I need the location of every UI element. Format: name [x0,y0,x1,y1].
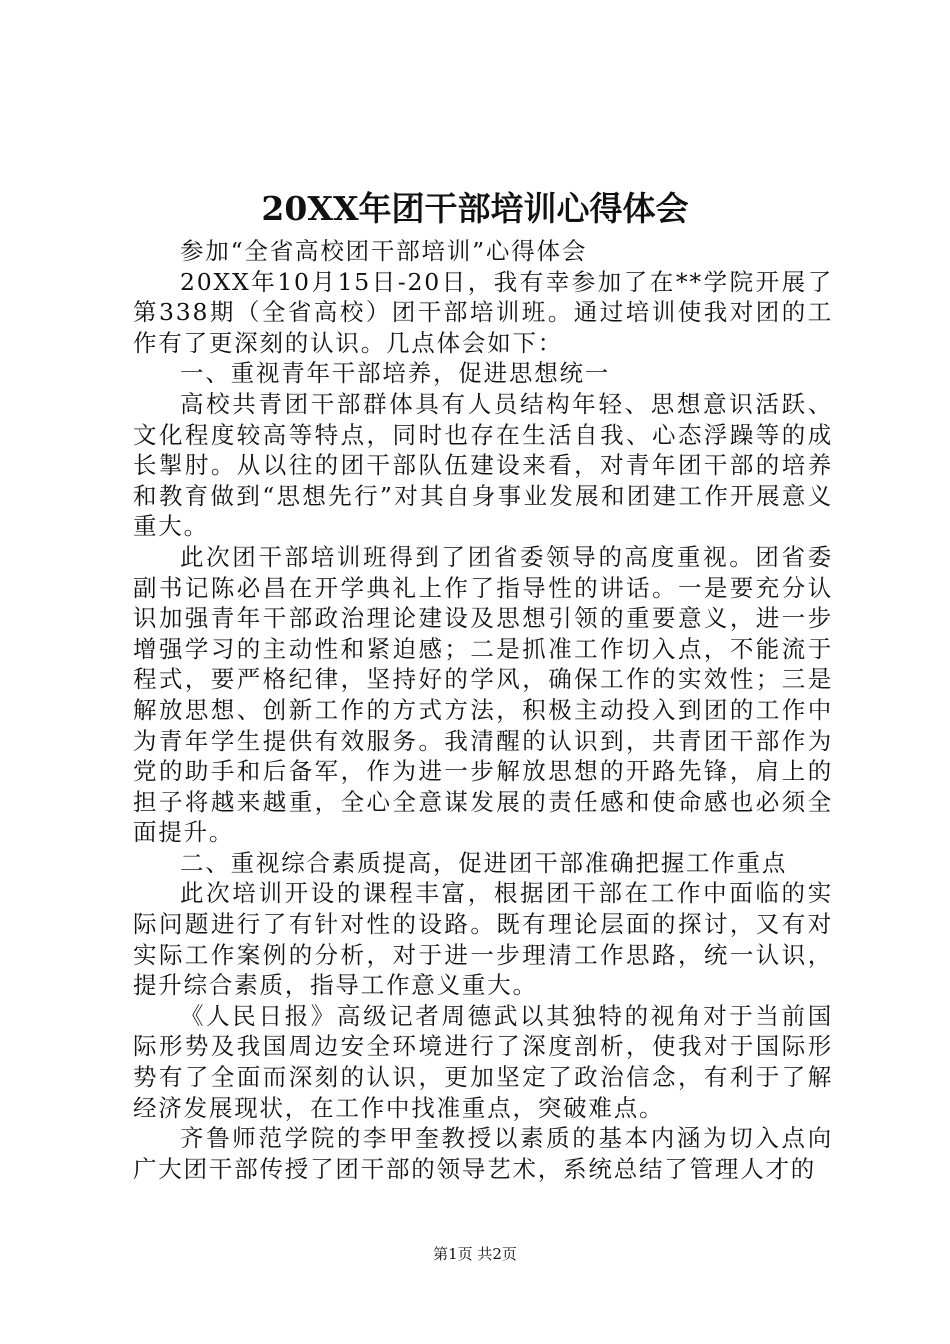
paragraph: 《人民日报》高级记者周德武以其独特的视角对于当前国际形势及我国周边安全环境进行了深度剖析，使我对于国际形势有了全面而深刻的认识，更加坚定了政治信念，有利于了解经济发展现状，在工作中找准重点，突破难点。 [133,1001,833,1122]
document-title: 20XX年团干部培训心得体会 [261,189,689,228]
document-body [133,236,833,1184]
page-number-footer: 第1页 共2页 [433,1245,517,1263]
paragraph-intro: 20XX年10月15日-20日，我有幸参加了在**学院开展了第338期（全省高校）团干部培训班。通过培训使我对团的工作有了更深刻的认识。几点体会如下： [133,267,833,357]
paragraph: 此次团干部培训班得到了团省委领导的高度重视。团省委副书记陈必昌在开学典礼上作了指导性的讲话。一是要充分认识加强青年干部政治理论建设及思想引领的重要意义，进一步增强学习的主动性和紧迫感；二是抓准工作切入点，不能流于程式，要严格纪律，坚持好的学风，确保工作的实效性；三是解放思想、创新工作的方式方法，积极主动投入到团的工作中为青年学生提供有效服务。我清醒的认识到，共青团干部作为党的助手和后备军，作为进一步解放思想的开路先锋，肩上的担子将越来越重，全心全意谋发展的责任感和使命感也必须全面提升。 [133,542,833,847]
paragraph: 高校共青团干部群体具有人员结构年轻、思想意识活跃、文化程度较高等特点，同时也存在生活自我、心态浮躁等的成长掣肘。从以往的团干部队伍建设来看，对青年团干部的培养和教育做到“思想先行”对其自身事业发展和团建工作开展意义重大。 [133,389,833,541]
section-heading-1: 一、重视青年干部培养，促进思想统一 [180,359,611,388]
paragraph: 此次培训开设的课程丰富，根据团干部在工作中面临的实际问题进行了有针对性的设路。既有理论层面的探讨，又有对实际工作案例的分析，对于进一步理清工作思路，统一认识，提升综合素质，指导工作意义重大。 [133,879,833,1000]
section-heading-2: 二、重视综合素质提高，促进团干部准确把握工作重点 [180,848,788,877]
paragraph-subtitle: 参加“全省高校团干部培训”心得体会 [180,237,588,265]
paragraph: 齐鲁师范学院的李甲奎教授以素质的基本内涵为切入点向广大团干部传授了团干部的领导艺术，系统总结了管理人才的 [133,1124,833,1183]
